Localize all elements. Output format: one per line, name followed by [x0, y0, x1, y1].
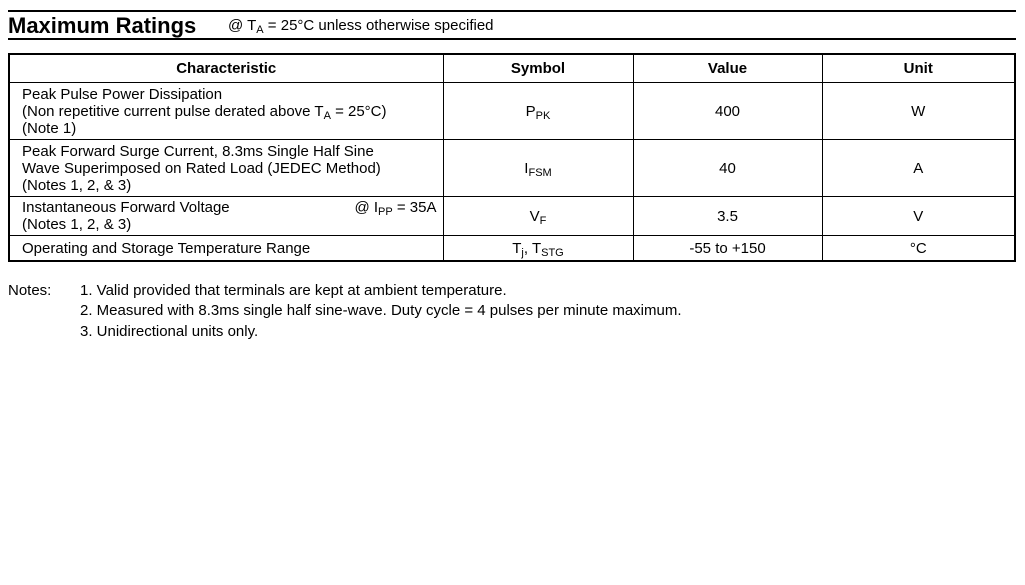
table-row — [9, 197, 1015, 236]
note-item: 1. Valid provided that terminals are kept at ambient temperature. — [80, 282, 507, 299]
value-cell: 40 — [633, 140, 822, 197]
symbol-cell: $V_F$ — [443, 197, 633, 236]
unit-cell: V — [822, 197, 1015, 236]
page-title: Maximum Ratings — [8, 13, 197, 38]
note-item: 2. Measured with 8.3ms single half sine-wave. Duty cycle = 4 pulses per minute maximum. — [80, 302, 682, 319]
unit-cell: °C — [822, 236, 1015, 262]
title-condition: @ $T_A = 25^\circ C$ unless otherwise specified — [228, 17, 494, 36]
symbol-cell: $T_j$, $T_{STG}$ — [443, 236, 633, 262]
characteristic-cell: Peak Pulse Power Dissipation (Non repetitive current pulse derated above $T_A = 25^\circ C$) (Note 1) — [9, 83, 443, 140]
ratings-table — [8, 53, 1016, 262]
characteristic-cell: Instantaneous Forward Voltage @ $I_{PP} = 35A$ (Notes 1, 2, & 3) — [9, 197, 443, 236]
column-header-value: Value — [633, 54, 822, 83]
notes-label: Notes: — [8, 282, 52, 299]
test-condition: @ $I_{PP} = 35A$ — [354, 199, 437, 218]
table-row — [9, 83, 1015, 140]
value-cell: 3.5 — [633, 197, 822, 236]
value-cell: -55 to +150 — [633, 236, 822, 262]
characteristic-cell: Peak Forward Surge Current, 8.3ms Single Half Sine Wave Superimposed on Rated Load (JEDEC Method) (Notes 1, 2, & 3) — [9, 140, 443, 197]
table-header-row — [9, 54, 1015, 83]
characteristic-cell: Operating and Storage Temperature Range — [9, 236, 443, 262]
column-header-unit: Unit — [822, 54, 1015, 83]
title-bottom-rule — [8, 38, 1016, 40]
section-header — [8, 12, 1016, 38]
value-cell: 400 — [633, 83, 822, 140]
column-header-characteristic: Characteristic — [9, 54, 443, 83]
unit-cell: A — [822, 140, 1015, 197]
unit-cell: W — [822, 83, 1015, 140]
note-item: 3. Unidirectional units only. — [80, 323, 259, 340]
table-row — [9, 140, 1015, 197]
symbol-cell: $I_{FSM}$ — [443, 140, 633, 197]
symbol-cell: $P_{PK}$ — [443, 83, 633, 140]
table-row — [9, 236, 1015, 262]
column-header-symbol: Symbol — [443, 54, 633, 83]
